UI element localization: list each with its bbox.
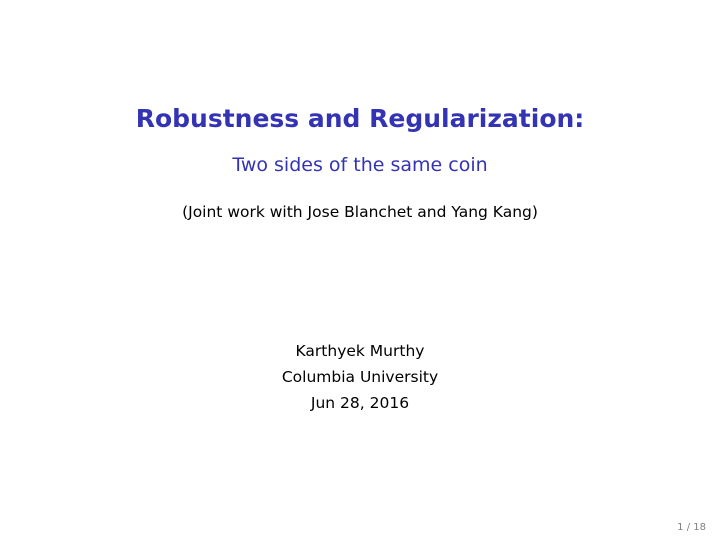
author-name: Karthyek Murthy (295, 342, 425, 360)
slide-title: Robustness and Regularization: (135, 104, 585, 133)
author-institution: Columbia University (281, 368, 439, 386)
collaboration-note: (Joint work with Jose Blanchet and Yang Kang) (182, 203, 538, 221)
presentation-date: Jun 28, 2016 (310, 394, 410, 412)
slide-subtitle: Two sides of the same coin (232, 154, 488, 176)
page-number: 1 / 18 (677, 522, 706, 533)
